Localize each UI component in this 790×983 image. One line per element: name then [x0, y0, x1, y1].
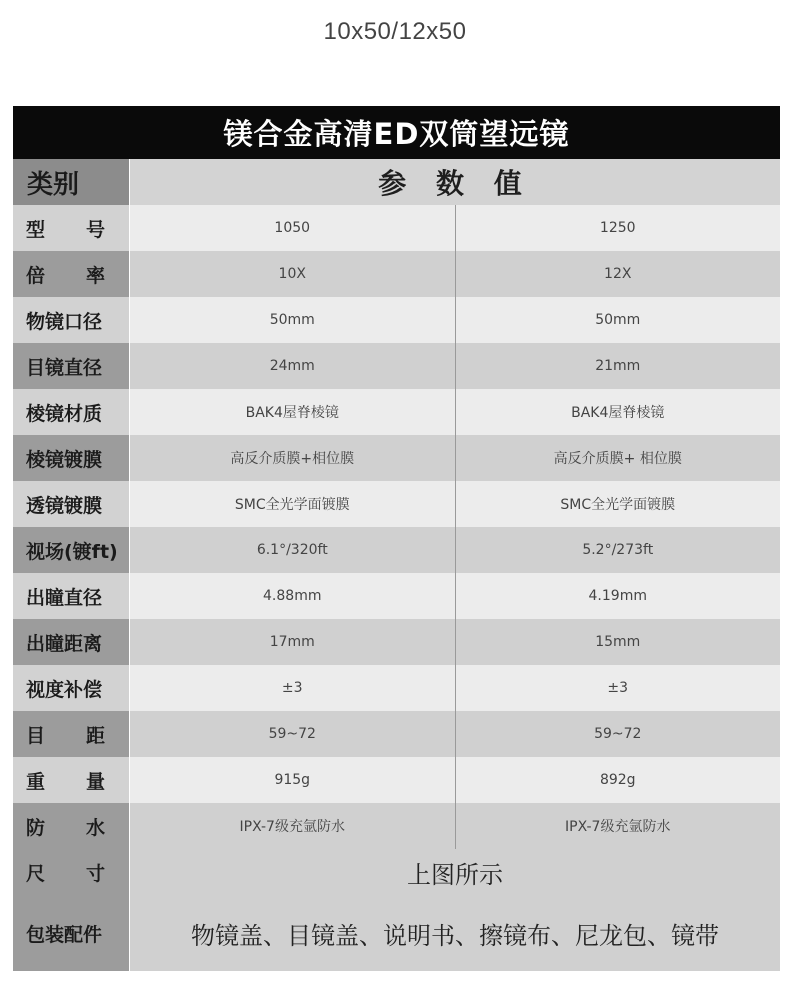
value-1250: BAK4屋脊棱镜 [455, 389, 781, 435]
value-1050: 915g [130, 757, 455, 803]
value-header: 参 数 值 [130, 159, 780, 205]
value-1250: 5.2°/273ft [455, 527, 781, 573]
value-1050: 4.88mm [130, 573, 455, 619]
table-row [13, 205, 780, 251]
table-header-row [13, 159, 780, 205]
value-1050: 6.1°/320ft [130, 527, 455, 573]
row-label [13, 343, 130, 389]
value-1050: SMC全光学面镀膜 [130, 481, 455, 527]
product-model-title: 10x50/12x50 [323, 18, 467, 45]
spec-table [13, 106, 780, 971]
row-label-part: 视场(镀ft) [26, 540, 118, 563]
value-1050: IPX-7级充氩防水 [130, 803, 455, 849]
value-1250: 892g [455, 757, 781, 803]
value-1050: 10X [130, 251, 455, 297]
row-label [13, 757, 130, 803]
row-label-part: 倍 [26, 264, 46, 287]
row-label [13, 803, 130, 849]
row-label-part: 棱镜镀膜 [26, 448, 103, 471]
table-row [13, 435, 780, 481]
value-1250: 59~72 [455, 711, 781, 757]
row-label-part: 视度补偿 [26, 678, 103, 701]
table-row [13, 343, 780, 389]
row-label [13, 619, 130, 665]
row-label [13, 527, 130, 573]
row-label [13, 665, 130, 711]
row-label-part: 出瞳直径 [26, 586, 103, 609]
package-row [13, 895, 780, 971]
row-label [13, 481, 130, 527]
package-value: 物镜盖、目镜盖、说明书、擦镜布、尼龙包、镜带 [130, 895, 780, 971]
value-1050: 17mm [130, 619, 455, 665]
row-label-part: 出瞳距离 [26, 632, 103, 655]
category-header: 类别 [13, 159, 130, 205]
table-row [13, 619, 780, 665]
size-row [13, 849, 780, 895]
row-label [13, 389, 130, 435]
value-1250: 21mm [455, 343, 781, 389]
value-1250: 高反介质膜+ 相位膜 [455, 435, 781, 481]
table-row [13, 389, 780, 435]
table-row [13, 573, 780, 619]
value-1050: 高反介质膜+相位膜 [130, 435, 455, 481]
row-label-part: 物镜口径 [26, 310, 103, 333]
value-1250: 4.19mm [455, 573, 781, 619]
table-row [13, 297, 780, 343]
table-row [13, 757, 780, 803]
value-1250: 50mm [455, 297, 781, 343]
table-title: 镁合金高清ED双筒望远镜 [13, 106, 780, 159]
spec-rows [13, 205, 780, 849]
table-row [13, 251, 780, 297]
row-label-part: 号 [85, 218, 105, 241]
table-row [13, 527, 780, 573]
row-label-part: 水 [85, 816, 105, 839]
row-label-part: 重 [26, 770, 46, 793]
table-row [13, 711, 780, 757]
row-label-part: 透镜镀膜 [26, 494, 103, 517]
value-1250: ±3 [455, 665, 781, 711]
row-label-part: 目 [26, 724, 46, 747]
value-1050: 50mm [130, 297, 455, 343]
value-1050: BAK4屋脊棱镜 [130, 389, 455, 435]
value-1050: 59~72 [130, 711, 455, 757]
row-label [13, 711, 130, 757]
row-label [13, 297, 130, 343]
value-1050: 1050 [130, 205, 455, 251]
value-1250: SMC全光学面镀膜 [455, 481, 781, 527]
table-row [13, 665, 780, 711]
value-1250: 12X [455, 251, 781, 297]
size-label [13, 849, 130, 895]
row-label [13, 573, 130, 619]
row-label [13, 205, 130, 251]
row-label-part: 防 [26, 816, 46, 839]
row-label-part: 目镜直径 [26, 356, 103, 379]
size-label-part: 寸 [85, 862, 105, 885]
row-label-part: 型 [26, 218, 46, 241]
size-label-part: 尺 [26, 862, 46, 885]
value-1250: 15mm [455, 619, 781, 665]
row-label [13, 251, 130, 297]
row-label-part: 棱镜材质 [26, 402, 103, 425]
table-row [13, 803, 780, 849]
value-1250: IPX-7级充氩防水 [455, 803, 781, 849]
row-label-part: 距 [85, 724, 105, 747]
row-label-part: 量 [85, 770, 105, 793]
value-1050: ±3 [130, 665, 455, 711]
package-label: 包装配件 [13, 895, 130, 971]
value-1250: 1250 [455, 205, 781, 251]
value-1050: 24mm [130, 343, 455, 389]
size-value: 上图所示 [130, 849, 780, 895]
table-row [13, 481, 780, 527]
row-label [13, 435, 130, 481]
row-label-part: 率 [85, 264, 105, 287]
